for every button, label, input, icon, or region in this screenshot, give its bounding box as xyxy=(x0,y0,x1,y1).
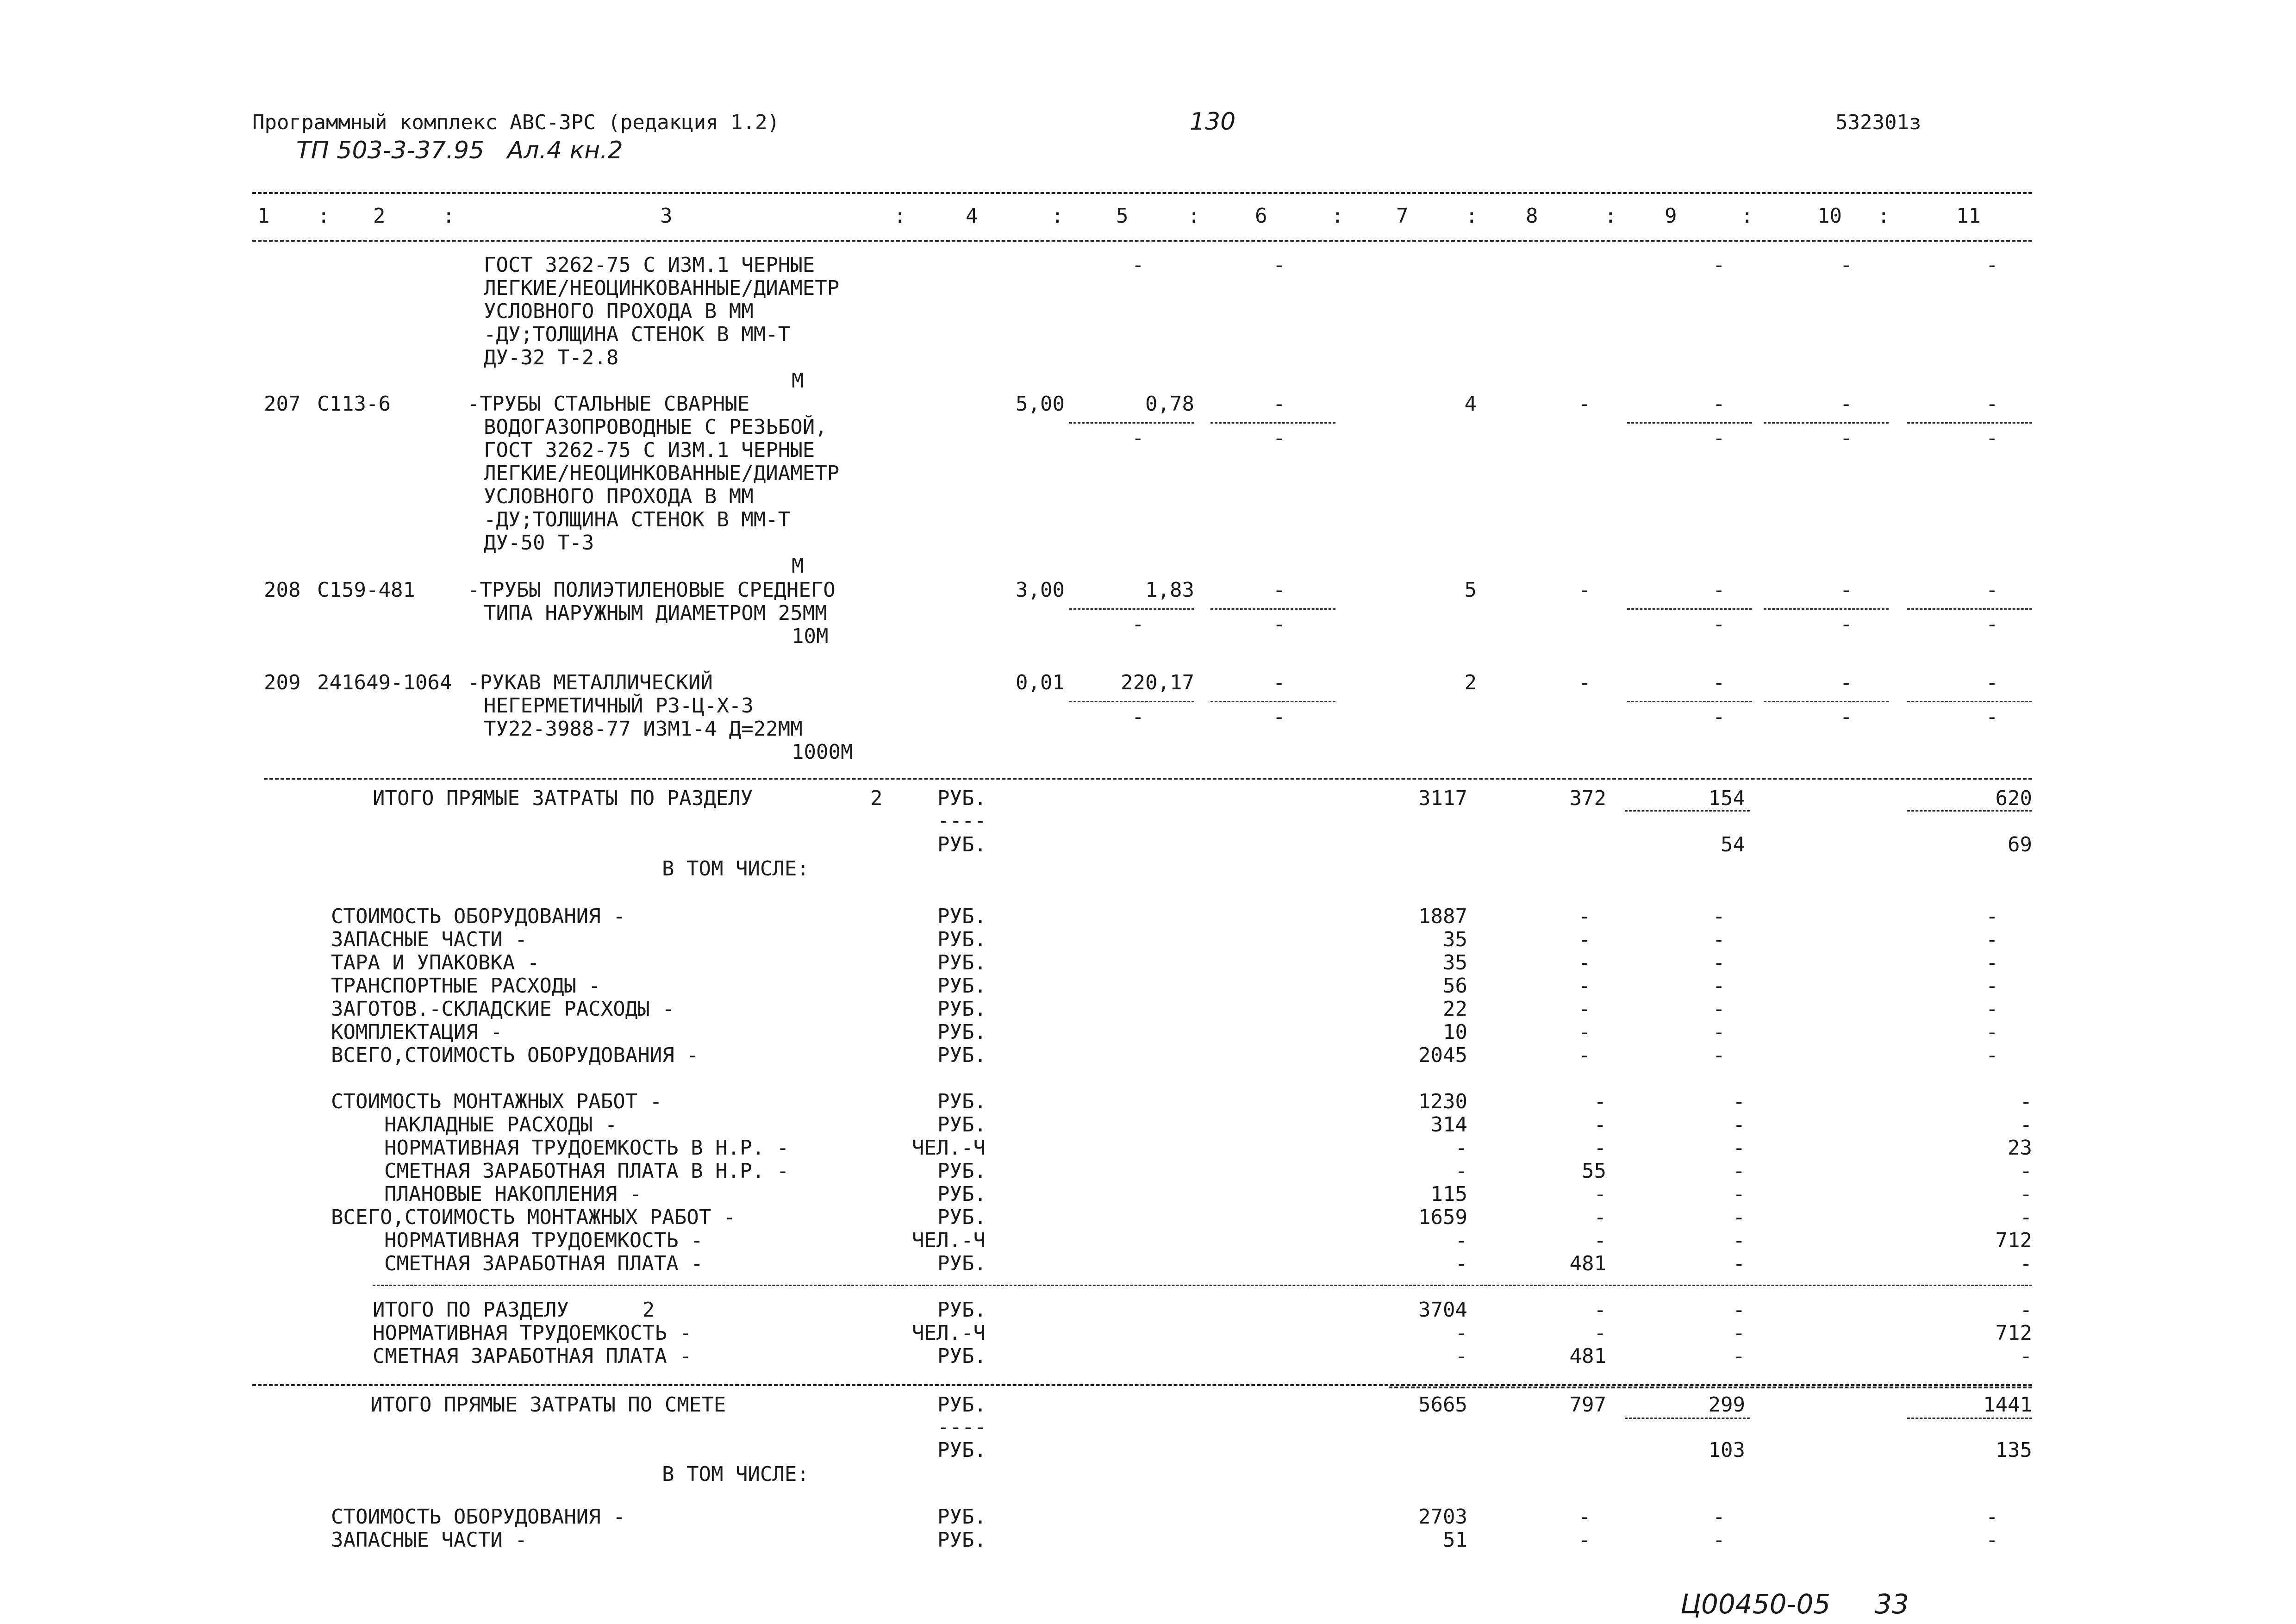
item-desc-line: -ДУ;ТОЛЩИНА СТЕНОК В ММ-Т xyxy=(484,508,791,531)
dash-cell: - xyxy=(1713,612,1725,636)
item-unit-price: 220,17 xyxy=(1121,671,1194,694)
montage-row-c11: 23 xyxy=(2008,1136,2032,1160)
item-desc-line: ДУ-50 Т-3 xyxy=(484,531,594,555)
estimate-row-c7: 51 xyxy=(1443,1528,1467,1552)
section-total-unit: РУБ. xyxy=(937,1344,986,1368)
underline xyxy=(1907,608,2032,610)
section-total-rule xyxy=(373,1285,2032,1286)
equipment-row-label: ВСЕГО,СТОИМОСТЬ ОБОРУДОВАНИЯ - xyxy=(331,1043,699,1067)
dash-cell: - xyxy=(1986,1505,1998,1529)
section-direct-c11: 620 xyxy=(1995,787,2032,810)
item-desc-line: ТУ22-3988-77 ИЗМ1-4 Д=22ММ xyxy=(484,717,803,741)
archive-stamp: Ц00450-05 xyxy=(1680,1588,1831,1620)
dash-cell: - xyxy=(1578,1505,1591,1529)
dash-cell: - xyxy=(1713,426,1725,450)
underline xyxy=(1625,1418,1750,1419)
item-desc-line: 1000М xyxy=(792,740,853,764)
dash-cell: - xyxy=(1713,1043,1725,1067)
dash-cell: - xyxy=(1713,1020,1725,1044)
equipment-row-c7: 35 xyxy=(1443,951,1467,974)
montage-row-label: СМЕТНАЯ ЗАРАБОТНАЯ ПЛАТА - xyxy=(384,1252,703,1275)
dash-cell: - xyxy=(1840,671,1853,694)
dash-cell: - xyxy=(1986,1043,1998,1067)
item-number: 209 xyxy=(264,671,301,694)
estimate-row-unit: РУБ. xyxy=(937,1505,986,1529)
item-code: С113-6 xyxy=(317,392,391,416)
dash-cell: - xyxy=(1713,705,1725,729)
dash-cell: - xyxy=(1713,974,1725,998)
dash-cell: - xyxy=(1986,928,1998,951)
underline xyxy=(1627,422,1752,424)
column-header-9: : xyxy=(1188,204,1200,228)
montage-row-c11: - xyxy=(2020,1182,2032,1206)
section-total-label: ИТОГО ПО РАЗДЕЛУ 2 xyxy=(373,1298,655,1322)
montage-row-c7: 115 xyxy=(1430,1182,1467,1206)
estimate-direct-unit: РУБ. xyxy=(937,1393,986,1417)
section-direct-unit: РУБ. xyxy=(937,787,986,810)
item-cont-line: ЛЕГКИЕ/НЕОЦИНКОВАННЫЕ/ДИАМЕТР xyxy=(484,276,840,300)
underline xyxy=(1907,701,2032,702)
underline xyxy=(1625,810,1750,812)
dash-cell: - xyxy=(1578,951,1591,974)
montage-row-c7: - xyxy=(1455,1252,1467,1275)
dash-cell: - xyxy=(1840,426,1853,450)
dash-cell: - xyxy=(1273,578,1285,602)
column-header-13: : xyxy=(1466,204,1478,228)
dash-cell: - xyxy=(1713,1505,1725,1529)
item-desc-line: -ТРУБЫ СТАЛЬНЫЕ СВАРНЫЕ xyxy=(468,392,750,416)
montage-row-label: НОРМАТИВНАЯ ТРУДОЕМКОСТЬ - xyxy=(384,1229,703,1252)
underline xyxy=(1907,1418,2032,1419)
montage-row-c9: - xyxy=(1733,1136,1745,1160)
item-desc-line: НЕГЕРМЕТИЧНЫЙ РЗ-Ц-Х-3 xyxy=(484,694,754,718)
montage-row-c8: - xyxy=(1594,1090,1606,1113)
column-header-8: 5 xyxy=(1116,204,1129,228)
montage-row-c9: - xyxy=(1733,1206,1745,1229)
equipment-row-c7: 22 xyxy=(1443,997,1467,1021)
underline xyxy=(1210,701,1335,702)
montage-row-label: ВСЕГО,СТОИМОСТЬ МОНТАЖНЫХ РАБОТ - xyxy=(331,1206,736,1229)
column-header-15: : xyxy=(1604,204,1617,228)
item-desc-line: ВОДОГАЗОПРОВОДНЫЕ С РЕЗЬБОЙ, xyxy=(484,415,827,439)
dash-cell: - xyxy=(1713,905,1725,928)
dash-cell: - xyxy=(1986,997,1998,1021)
dash-cell: - xyxy=(1273,253,1285,277)
equipment-row-c7: 1887 xyxy=(1418,905,1467,928)
montage-row-c8: 481 xyxy=(1569,1252,1606,1275)
montage-row-c8: - xyxy=(1594,1182,1606,1206)
montage-row-c7: - xyxy=(1455,1229,1467,1252)
column-header-16: 9 xyxy=(1665,204,1677,228)
item-desc-line: ТИПА НАРУЖНЫМ ДИАМЕТРОМ 25ММ xyxy=(484,601,827,625)
estimate-top-rule xyxy=(252,1384,2032,1386)
montage-row-c11: 712 xyxy=(1995,1229,2032,1252)
dash-cell: - xyxy=(1273,392,1285,416)
column-header-10: 6 xyxy=(1255,204,1267,228)
equipment-row-c7: 56 xyxy=(1443,974,1467,998)
underline xyxy=(1069,701,1194,702)
dash-cell: - xyxy=(1578,1528,1591,1552)
section-total-c8: - xyxy=(1594,1321,1606,1345)
montage-row-label: НАКЛАДНЫЕ РАСХОДЫ - xyxy=(384,1113,618,1137)
section-direct-c7: 3117 xyxy=(1418,787,1467,810)
montage-row-c7: 1659 xyxy=(1418,1206,1467,1229)
column-header-6: 4 xyxy=(966,204,978,228)
equipment-row-unit: РУБ. xyxy=(937,905,986,928)
dash-cell: - xyxy=(1840,705,1853,729)
column-header-4: 3 xyxy=(660,204,673,228)
montage-row-label: СТОИМОСТЬ МОНТАЖНЫХ РАБОТ - xyxy=(331,1090,662,1113)
montage-row-c9: - xyxy=(1733,1182,1745,1206)
montage-row-c11: - xyxy=(2020,1090,2032,1113)
montage-row-c8: 55 xyxy=(1582,1159,1606,1183)
dash-cell: - xyxy=(1840,578,1853,602)
dash-cell: - xyxy=(1578,905,1591,928)
column-header-18: 10 xyxy=(1817,204,1842,228)
dash-cell: - xyxy=(1273,671,1285,694)
section-total-c8: - xyxy=(1594,1298,1606,1322)
montage-row-unit: РУБ. xyxy=(937,1090,986,1113)
estimate-rule xyxy=(1389,1387,2032,1388)
item-total: 5 xyxy=(1464,578,1477,602)
montage-row-unit: РУБ. xyxy=(937,1206,986,1229)
dash-cell: - xyxy=(1578,997,1591,1021)
montage-row-c8: - xyxy=(1594,1206,1606,1229)
estimate-row-label: ЗАПАСНЫЕ ЧАСТИ - xyxy=(331,1528,527,1552)
item-unit-price: 0,78 xyxy=(1145,392,1194,416)
montage-row-unit: РУБ. xyxy=(937,1182,986,1206)
equipment-row-unit: РУБ. xyxy=(937,1020,986,1044)
dash-cell: - xyxy=(1578,1043,1591,1067)
item-total: 2 xyxy=(1464,671,1477,694)
montage-row-c8: - xyxy=(1594,1136,1606,1160)
dash-cell: - xyxy=(1713,578,1725,602)
column-header-19: : xyxy=(1878,204,1890,228)
dash-cell: - xyxy=(1132,426,1144,450)
montage-row-c9: - xyxy=(1733,1252,1745,1275)
dash-cell: - xyxy=(1840,253,1853,277)
column-header-2: 2 xyxy=(373,204,386,228)
equipment-row-label: ЗАГОТОВ.-СКЛАДСКИЕ РАСХОДЫ - xyxy=(331,997,674,1021)
item-number: 208 xyxy=(264,578,301,602)
estimate-row-c7: 2703 xyxy=(1418,1505,1467,1529)
column-header-7: : xyxy=(1051,204,1064,228)
project-reference: ТП 503-3-37.95 Ал.4 кн.2 xyxy=(296,137,623,164)
montage-row-c7: - xyxy=(1455,1136,1467,1160)
underline xyxy=(1210,422,1335,424)
dash-cell: - xyxy=(1273,612,1285,636)
estimate-c9: 299 xyxy=(1708,1393,1745,1417)
montage-row-unit: РУБ. xyxy=(937,1252,986,1275)
equipment-row-label: КОМПЛЕКТАЦИЯ - xyxy=(331,1020,503,1044)
montage-row-c7: 314 xyxy=(1430,1113,1467,1137)
estimate-c7: 5665 xyxy=(1418,1393,1467,1417)
dash-cell: - xyxy=(1132,705,1144,729)
equipment-row-unit: РУБ. xyxy=(937,928,986,951)
montage-row-c9: - xyxy=(1733,1229,1745,1252)
equipment-row-unit: РУБ. xyxy=(937,974,986,998)
dash-cell: - xyxy=(1986,578,1998,602)
section-incl-label: В ТОМ ЧИСЛЕ: xyxy=(662,857,809,881)
dash-cell: - xyxy=(1578,1020,1591,1044)
montage-row-label: НОРМАТИВНАЯ ТРУДОЕМКОСТЬ В Н.Р. - xyxy=(384,1136,789,1160)
montage-row-c7: - xyxy=(1455,1159,1467,1183)
dash-cell: - xyxy=(1713,253,1725,277)
section-total-c8: 481 xyxy=(1569,1344,1606,1368)
dash-cell: - xyxy=(1986,705,1998,729)
dash-cell: - xyxy=(1578,974,1591,998)
section-total-c7: - xyxy=(1455,1344,1467,1368)
equipment-row-unit: РУБ. xyxy=(937,997,986,1021)
section-unit2: РУБ. xyxy=(937,833,986,856)
dash-cell: - xyxy=(1986,612,1998,636)
item-desc-line: ЛЕГКИЕ/НЕОЦИНКОВАННЫЕ/ДИАМЕТР xyxy=(484,462,840,485)
estimate-incl-label: В ТОМ ЧИСЛЕ: xyxy=(662,1462,809,1486)
estimate-c9b: 103 xyxy=(1708,1438,1745,1462)
estimate-unit-dash: ---- xyxy=(937,1415,986,1439)
item-desc-line: УСЛОВНОГО ПРОХОДА В ММ xyxy=(484,485,754,508)
equipment-row-c7: 10 xyxy=(1443,1020,1467,1044)
dash-cell: - xyxy=(1713,671,1725,694)
item-quantity: 0,01 xyxy=(1016,671,1065,694)
underline xyxy=(1069,422,1194,424)
section-total-c9: - xyxy=(1733,1321,1745,1345)
underline xyxy=(1764,701,1889,702)
dash-cell: - xyxy=(1273,705,1285,729)
dash-cell: - xyxy=(1986,392,1998,416)
section-total-c11: - xyxy=(2020,1298,2032,1322)
item-cont-line: ГОСТ 3262-75 С ИЗМ.1 ЧЕРНЫЕ xyxy=(484,253,815,277)
montage-row-unit: РУБ. xyxy=(937,1113,986,1137)
equipment-row-label: ЗАПАСНЫЕ ЧАСТИ - xyxy=(331,928,527,951)
equipment-row-c7: 35 xyxy=(1443,928,1467,951)
dash-cell: - xyxy=(1986,1528,1998,1552)
column-header-5: : xyxy=(894,204,906,228)
dash-cell: - xyxy=(1132,253,1144,277)
column-header-rule xyxy=(252,240,2032,242)
montage-row-c8: - xyxy=(1594,1229,1606,1252)
dash-cell: - xyxy=(1578,671,1591,694)
montage-row-c11: - xyxy=(2020,1159,2032,1183)
column-header-0: 1 xyxy=(257,204,270,228)
sheet-number: 33 xyxy=(1875,1588,1909,1620)
montage-row-c11: - xyxy=(2020,1206,2032,1229)
underline xyxy=(1210,608,1335,610)
column-header-14: 8 xyxy=(1526,204,1538,228)
section-total-c9: - xyxy=(1733,1298,1745,1322)
estimate-row-unit: РУБ. xyxy=(937,1528,986,1552)
estimate-c11b: 135 xyxy=(1995,1438,2032,1462)
dash-cell: - xyxy=(1578,928,1591,951)
underline xyxy=(1907,422,2032,424)
dash-cell: - xyxy=(1986,951,1998,974)
item-total: 4 xyxy=(1464,392,1477,416)
section-total-unit: ЧЕЛ.-Ч xyxy=(912,1321,986,1345)
dash-cell: - xyxy=(1986,1020,1998,1044)
dash-cell: - xyxy=(1840,392,1853,416)
item-quantity: 5,00 xyxy=(1016,392,1065,416)
montage-row-label: СМЕТНАЯ ЗАРАБОТНАЯ ПЛАТА В Н.Р. - xyxy=(384,1159,789,1183)
underline xyxy=(1907,810,2032,812)
section-total-label: СМЕТНАЯ ЗАРАБОТНАЯ ПЛАТА - xyxy=(373,1344,692,1368)
dash-cell: - xyxy=(1986,905,1998,928)
column-header-17: : xyxy=(1741,204,1753,228)
item-cont-line: М xyxy=(792,369,804,393)
underline xyxy=(1627,701,1752,702)
montage-row-unit: ЧЕЛ.-Ч xyxy=(912,1229,986,1252)
dash-cell: - xyxy=(1578,578,1591,602)
section-direct-num: 2 xyxy=(870,787,883,810)
item-desc-line: -РУКАВ МЕТАЛЛИЧЕСКИЙ xyxy=(468,671,713,694)
dash-cell: - xyxy=(1713,392,1725,416)
dash-cell: - xyxy=(1986,253,1998,277)
section-total-c7: 3704 xyxy=(1418,1298,1467,1322)
column-header-12: 7 xyxy=(1396,204,1409,228)
dash-cell: - xyxy=(1713,928,1725,951)
item-code: 241649-1064 xyxy=(317,671,452,694)
dash-cell: - xyxy=(1273,426,1285,450)
estimate-row-label: СТОИМОСТЬ ОБОРУДОВАНИЯ - xyxy=(331,1505,625,1529)
montage-row-c9: - xyxy=(1733,1159,1745,1183)
montage-row-c9: - xyxy=(1733,1113,1745,1137)
montage-row-c11: - xyxy=(2020,1252,2032,1275)
section-direct-c9b: 54 xyxy=(1721,833,1745,856)
table-top-rule xyxy=(252,192,2032,194)
item-quantity: 3,00 xyxy=(1016,578,1065,602)
montage-row-c8: - xyxy=(1594,1113,1606,1137)
section-direct-c9: 154 xyxy=(1708,787,1745,810)
section-total-unit: РУБ. xyxy=(937,1298,986,1322)
document-code: 532301з xyxy=(1835,111,1922,134)
estimate-c11: 1441 xyxy=(1983,1393,2032,1417)
item-unit-price: 1,83 xyxy=(1145,578,1194,602)
column-header-3: : xyxy=(443,204,455,228)
estimate-c8: 797 xyxy=(1569,1393,1606,1417)
equipment-row-label: СТОИМОСТЬ ОБОРУДОВАНИЯ - xyxy=(331,905,625,928)
item-number: 207 xyxy=(264,392,301,416)
section-unit-dash: ---- xyxy=(937,809,986,832)
column-header-20: 11 xyxy=(1956,204,1981,228)
montage-row-c7: 1230 xyxy=(1418,1090,1467,1113)
column-header-11: : xyxy=(1331,204,1344,228)
dash-cell: - xyxy=(1840,612,1853,636)
section-direct-label: ИТОГО ПРЯМЫЕ ЗАТРАТЫ ПО РАЗДЕЛУ xyxy=(373,787,753,810)
section-direct-c11b: 69 xyxy=(2008,833,2032,856)
item-desc-line: ГОСТ 3262-75 С ИЗМ.1 ЧЕРНЫЕ xyxy=(484,438,815,462)
dash-cell: - xyxy=(1986,974,1998,998)
section-rule xyxy=(264,778,2032,780)
item-desc-line: М xyxy=(792,554,804,578)
item-cont-line: ДУ-32 Т-2.8 xyxy=(484,346,619,369)
section-direct-c8: 372 xyxy=(1569,787,1606,810)
item-desc-line: 10М xyxy=(792,625,829,648)
underline xyxy=(1764,608,1889,610)
item-cont-line: УСЛОВНОГО ПРОХОДА В ММ xyxy=(484,300,754,323)
dash-cell: - xyxy=(1986,671,1998,694)
equipment-row-c7: 2045 xyxy=(1418,1043,1467,1067)
equipment-row-unit: РУБ. xyxy=(937,951,986,974)
montage-row-unit: ЧЕЛ.-Ч xyxy=(912,1136,986,1160)
estimate-unit2: РУБ. xyxy=(937,1438,986,1462)
dash-cell: - xyxy=(1986,426,1998,450)
section-total-c7: - xyxy=(1455,1321,1467,1345)
column-header-1: : xyxy=(318,204,330,228)
item-desc-line: -ТРУБЫ ПОЛИЭТИЛЕНОВЫЕ СРЕДНЕГО xyxy=(468,578,836,602)
dash-cell: - xyxy=(1578,392,1591,416)
montage-row-label: ПЛАНОВЫЕ НАКОПЛЕНИЯ - xyxy=(384,1182,642,1206)
dash-cell: - xyxy=(1713,1528,1725,1552)
equipment-row-unit: РУБ. xyxy=(937,1043,986,1067)
dash-cell: - xyxy=(1132,612,1144,636)
section-total-label: НОРМАТИВНАЯ ТРУДОЕМКОСТЬ - xyxy=(373,1321,692,1345)
montage-row-c11: - xyxy=(2020,1113,2032,1137)
underline xyxy=(1764,422,1889,424)
underline xyxy=(1069,608,1194,610)
underline xyxy=(1627,608,1752,610)
section-total-c9: - xyxy=(1733,1344,1745,1368)
page-number: 130 xyxy=(1190,108,1236,136)
montage-row-c9: - xyxy=(1733,1090,1745,1113)
dash-cell: - xyxy=(1713,997,1725,1021)
estimate-direct-label: ИТОГО ПРЯМЫЕ ЗАТРАТЫ ПО СМЕТЕ xyxy=(370,1393,726,1417)
item-code: С159-481 xyxy=(317,578,415,602)
program-title: Программный комплекс АВС-3РС (редакция 1.2) xyxy=(252,111,780,134)
item-cont-line: -ДУ;ТОЛЩИНА СТЕНОК В ММ-Т xyxy=(484,323,791,346)
section-total-c11: 712 xyxy=(1995,1321,2032,1345)
section-total-c11: - xyxy=(2020,1344,2032,1368)
dash-cell: - xyxy=(1713,951,1725,974)
equipment-row-label: ТРАНСПОРТНЫЕ РАСХОДЫ - xyxy=(331,974,601,998)
equipment-row-label: ТАРА И УПАКОВКА - xyxy=(331,951,540,974)
montage-row-unit: РУБ. xyxy=(937,1159,986,1183)
